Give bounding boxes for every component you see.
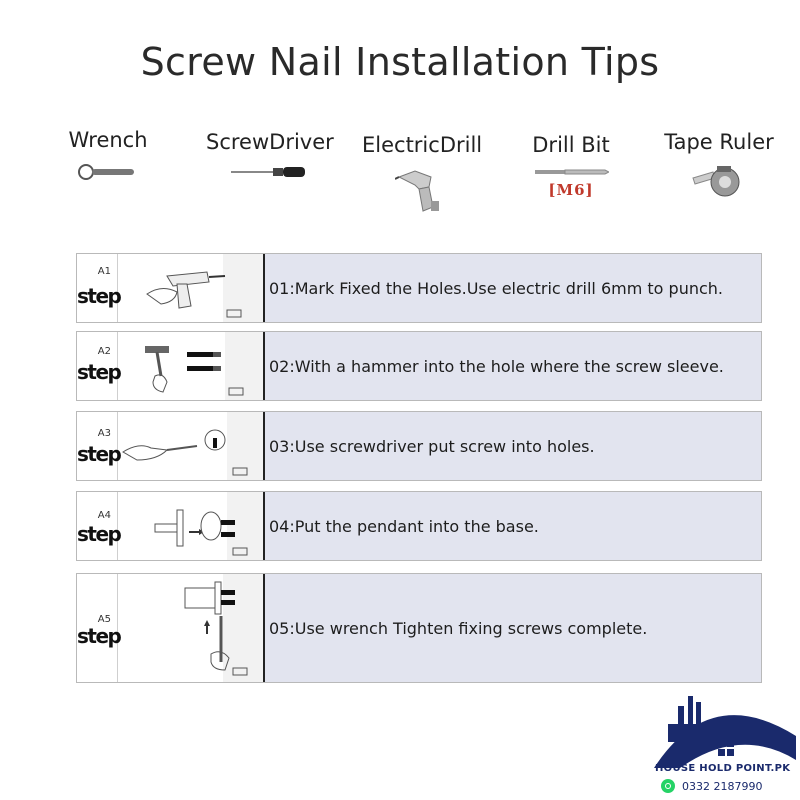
page-title: Screw Nail Installation Tips	[140, 40, 660, 84]
step-code: A3	[97, 428, 111, 439]
step-illustration-drilling	[117, 254, 263, 322]
step-instruction: 03:Use screwdriver put screw into holes.	[263, 412, 761, 480]
brand-contact	[661, 779, 762, 793]
tool-tape-ruler	[662, 130, 776, 198]
step-illustration-hammering	[117, 332, 263, 400]
step-word: step	[77, 522, 121, 546]
step-label	[77, 332, 121, 400]
brand-phone: 0332 2187990	[682, 779, 763, 793]
whatsapp-icon	[661, 779, 675, 793]
wrench-icon	[78, 162, 138, 182]
step-code: A4	[97, 510, 111, 521]
step-instruction: 05:Use wrench Tighten fixing screws complete.	[263, 574, 761, 682]
step-instruction: 02:With a hammer into the hole where the screw sleeve.	[263, 332, 761, 400]
tape-ruler-icon	[691, 164, 747, 198]
step-label	[77, 412, 121, 480]
step-row-a2	[76, 331, 762, 401]
step-row-a1	[76, 253, 762, 323]
tool-label-wrench: Wrench	[68, 128, 148, 152]
tool-screwdriver	[206, 130, 332, 180]
step-word: step	[77, 284, 121, 308]
step-row-a4	[76, 491, 762, 561]
step-row-a3	[76, 411, 762, 481]
step-word: step	[77, 360, 121, 384]
screwdriver-icon	[229, 164, 309, 180]
step-label	[77, 254, 121, 322]
tool-label-drill-bit: Drill Bit	[532, 133, 610, 157]
step-instruction: 01:Mark Fixed the Holes.Use electric drill 6mm to punch.	[263, 254, 761, 322]
step-row-a5	[76, 573, 762, 683]
tool-label-electric-drill: ElectricDrill	[362, 133, 483, 157]
step-illustration-screwing	[117, 412, 263, 480]
step-illustration-tightening	[117, 574, 263, 682]
step-label	[77, 574, 121, 682]
tool-electric-drill	[362, 133, 483, 213]
step-code: A1	[97, 266, 111, 277]
step-word: step	[77, 624, 121, 648]
brand-name: HOUSE HOLD POINT.PK	[655, 763, 791, 774]
step-code: A2	[97, 346, 111, 357]
tool-label-screwdriver: ScrewDriver	[206, 130, 334, 154]
step-instruction: 04:Put the pendant into the base.	[263, 492, 761, 560]
tool-label-tape-ruler: Tape Ruler	[664, 130, 774, 154]
step-illustration-pendant	[117, 492, 263, 560]
electric-drill-icon	[395, 167, 445, 213]
step-code: A5	[97, 614, 111, 625]
step-word: step	[77, 442, 121, 466]
drill-bit-icon	[533, 167, 609, 177]
tool-wrench	[66, 128, 150, 182]
drill-bit-size-tag: [M6]	[548, 181, 594, 199]
tool-drill-bit	[528, 133, 614, 199]
step-label	[77, 492, 121, 560]
